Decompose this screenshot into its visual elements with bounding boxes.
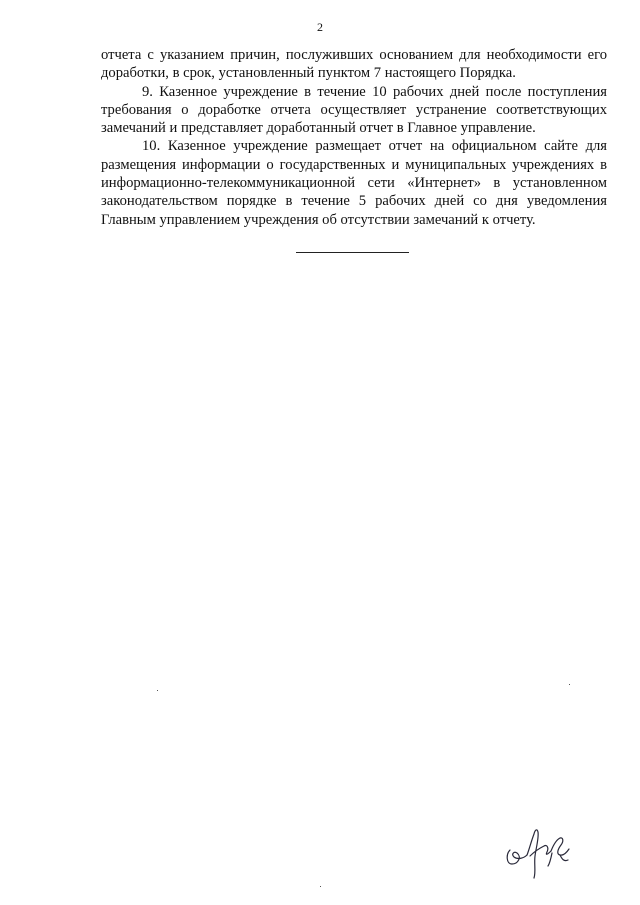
- signature-icon: [500, 824, 578, 882]
- end-separator-line: [296, 252, 409, 253]
- page-number: 2: [317, 20, 323, 34]
- scan-speck: [569, 684, 570, 685]
- paragraph-item-10: 10. Казенное учреждение размещает отчет на официальном сайте для размещения информации о государственных и муниципальных учреждениях в информационно-телекоммуникационной сети «Интернет» в установленном законодательством порядке в течение 5 рабочих дней со дня уведомления Главным управлением учреждения об отсутствии замечаний к отчету.: [101, 138, 607, 228]
- paragraph-continuation: отчета с указанием причин, послуживших основанием для необходимости его доработки, в срок, установленный пунктом 7 настоящего Порядка.: [101, 47, 607, 82]
- paragraph-item-9: 9. Казенное учреждение в течение 10 рабочих дней после поступления требования о доработке отчета осуществляет устранение соответствующих замечаний и представляет доработанный отчет в Главное управление.: [101, 83, 607, 137]
- scan-speck: [320, 886, 321, 887]
- scan-speck: [157, 690, 158, 691]
- document-body: [101, 46, 607, 229]
